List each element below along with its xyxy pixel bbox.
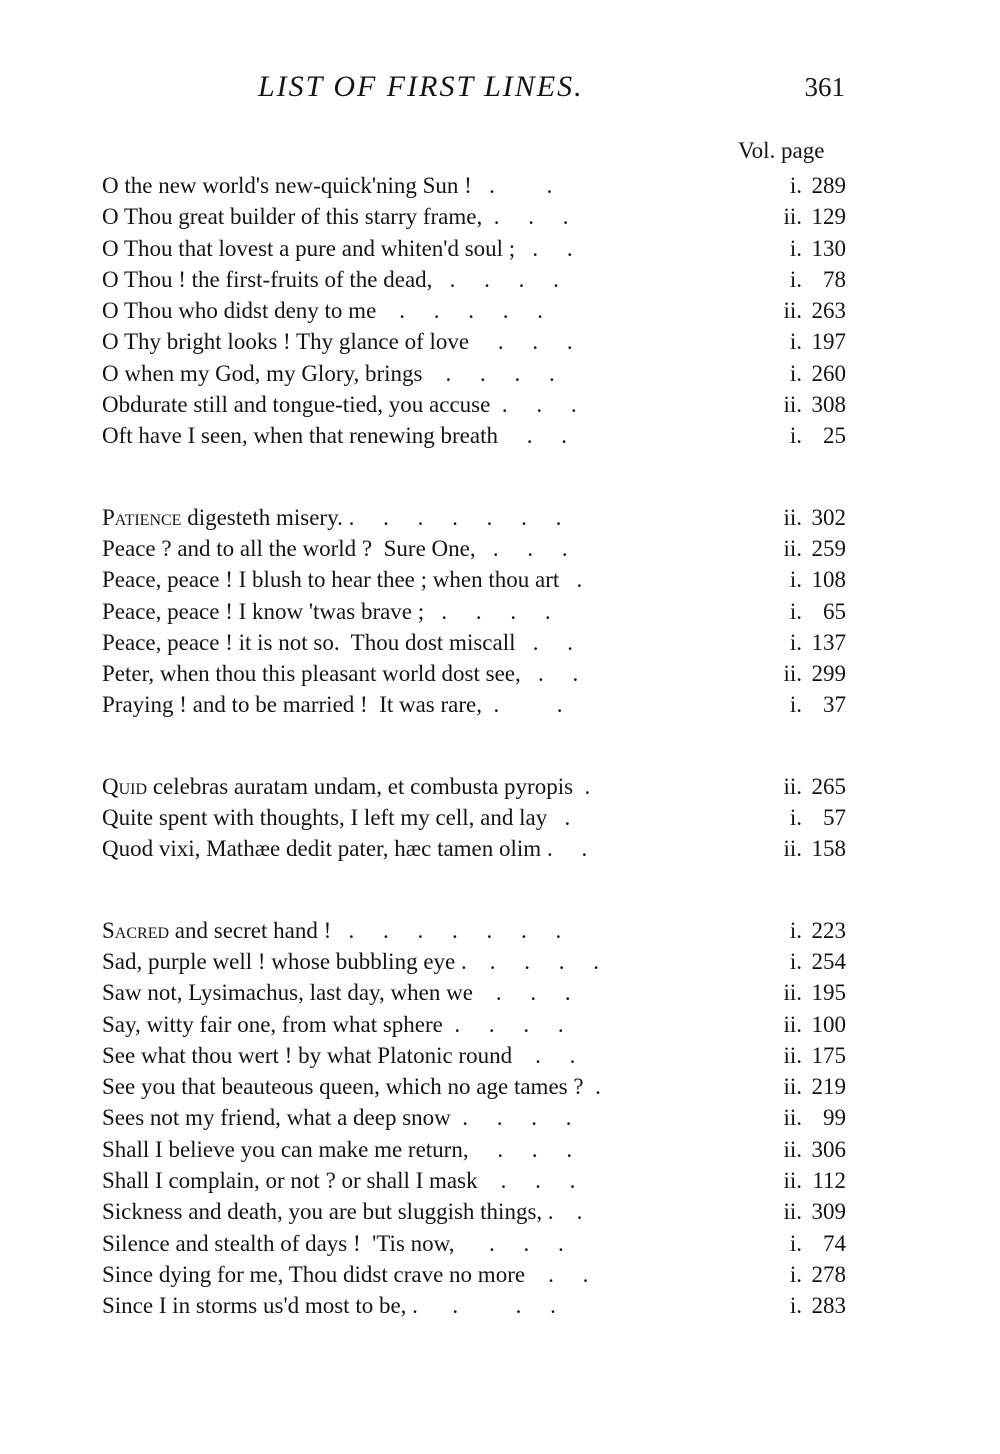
volume-number: ii. [783,204,802,230]
page-header [0,70,1000,110]
page-ref: 289 [811,173,846,198]
first-line-text [102,1290,556,1321]
volume-number: i. [789,423,802,449]
list-item [100,946,860,977]
volume-number: ii. [783,1105,802,1131]
line-text: digesteth misery. . . . . . . . [181,504,562,530]
page-ref: 306 [811,1136,846,1162]
list-item [100,596,860,627]
first-line-text [102,946,599,977]
page-ref: 57 [823,805,846,831]
first-line-text [102,977,571,1008]
first-line-text [102,564,582,595]
list-item [100,1071,860,1102]
list-item [100,326,860,357]
volume-number: i. [789,567,802,593]
first-line-text [102,1228,564,1259]
volume-number: ii. [783,1168,802,1194]
line-text: O Thou that lovest a pure and whiten'd soul ; . . [102,235,573,261]
initial-word: Patience [102,504,182,530]
first-line-text [102,1040,575,1071]
page-ref: 78 [823,266,846,292]
line-text: Oft have I seen, when that renewing breath . . [102,423,567,449]
line-text: Silence and stealth of days ! 'Tis now, . . . [102,1230,564,1256]
line-text: Sees not my friend, what a deep snow . . . . [102,1105,572,1131]
volume-number: ii. [783,298,802,324]
first-line-text [102,1102,572,1133]
first-line-text [102,689,563,720]
list-item [100,564,860,595]
first-line-text [102,802,570,833]
page-ref: 309 [811,1199,846,1225]
page-ref: 197 [811,329,846,355]
volume-number: i. [789,692,802,718]
list-item [100,977,860,1008]
line-text: O when my God, my Glory, brings . . . . [102,360,555,386]
line-text: Quite spent with thoughts, I left my cell, and lay . [102,805,571,831]
volume-number: ii. [783,980,802,1006]
volume-number: i. [789,598,802,624]
line-text: Sad, purple well ! whose bubbling eye . . . . . [102,948,599,974]
volume-number: i. [789,1261,802,1287]
page-ref: 112 [812,1168,846,1194]
list-item [100,627,860,658]
list-item [100,201,860,232]
volume-number: ii. [783,392,802,418]
line-text: O Thou who didst deny to me . . . . . [102,298,544,324]
list-item [100,1228,860,1259]
page-ref: 130 [811,235,846,261]
volume-number: i. [789,1293,802,1319]
line-text: O Thou great builder of this starry frame, . . . [102,204,569,230]
volume-number: i. [789,805,802,831]
page-ref: 278 [811,1261,846,1287]
page-ref: 259 [811,535,846,561]
volume-number: i. [789,917,802,943]
line-text: Say, witty fair one, from what sphere . . . . [102,1011,564,1037]
line-text: Peace, peace ! it is not so. Thou dost miscall . . [102,629,573,655]
volume-number: ii. [783,1042,802,1068]
page-ref: 137 [811,629,846,655]
volume-number: ii. [783,773,802,799]
letter-section [100,502,860,721]
first-line-text [102,233,573,264]
volume-number: ii. [783,1011,802,1037]
page-ref: 129 [811,204,846,230]
volume-number: i. [789,1230,802,1256]
first-line-text [102,1071,601,1102]
page-ref: 100 [811,1011,846,1037]
first-line-text [102,1259,588,1290]
line-text: O Thy bright looks ! Thy glance of love . . . [102,329,573,355]
list-item [100,358,860,389]
page-ref: 260 [811,360,846,386]
list-item [100,389,860,420]
page-ref: 158 [811,836,846,862]
volume-number: i. [789,266,802,292]
volume-number: ii. [783,661,802,687]
line-text: and secret hand ! . . . . . . . [169,917,562,943]
line-text: O the new world's new-quick'ning Sun ! . . [102,173,553,198]
list-item [100,233,860,264]
page-ref: 299 [811,661,846,687]
page-ref: 74 [823,1230,846,1256]
page-ref: 223 [811,917,846,943]
page-ref: 99 [823,1105,846,1131]
line-text: Peace, peace ! I know 'twas brave ; . . . . [102,598,551,624]
list-item [100,689,860,720]
first-line-text [102,1009,564,1040]
volume-number: ii. [783,836,802,862]
first-line-text [102,915,561,946]
page-ref: 263 [811,298,846,324]
volume-number: ii. [783,1199,802,1225]
list-item [100,1165,860,1196]
page-ref: 302 [811,504,846,530]
volume-number: ii. [783,1074,802,1100]
list-item [100,533,860,564]
list-item [100,1009,860,1040]
first-line-text [102,1134,572,1165]
first-line-text [102,420,567,451]
list-item [100,771,860,802]
first-line-text [102,264,559,295]
list-item [100,264,860,295]
line-text: Sickness and death, you are but sluggish things, . . [102,1199,583,1225]
line-text: Peter, when thou this pleasant world dost see, . . [102,661,579,687]
page-ref: 283 [811,1293,846,1319]
first-line-text [102,1165,575,1196]
list-item [100,502,860,533]
list-item [100,1259,860,1290]
list-item [100,1290,860,1321]
page-ref: 175 [811,1042,846,1068]
first-line-text [102,1196,582,1227]
page-ref: 195 [811,980,846,1006]
first-lines-list [100,170,860,1372]
list-item [100,295,860,326]
initial-word: Sacred [102,917,170,943]
first-line-text [102,170,552,201]
line-text: Shall I believe you can make me return, . . . [102,1136,573,1162]
volume-number: i. [789,948,802,974]
page-ref: 25 [823,423,846,449]
line-text: celebras auratam undam, et combusta pyropis . [147,773,591,799]
list-item [100,1196,860,1227]
line-text: See you that beauteous queen, which no age tames ? . [102,1074,601,1100]
line-text: Since dying for me, Thou didst crave no more . . [102,1261,589,1287]
page-ref: 265 [811,773,846,799]
first-line-text [102,389,577,420]
running-title: LIST OF FIRST LINES. [258,70,584,103]
letter-section [100,915,860,1322]
list-item [100,170,860,201]
page-ref: 108 [811,567,846,593]
line-text: See what thou wert ! by what Platonic round . . [102,1042,576,1068]
volume-number: i. [789,360,802,386]
line-text: Obdurate still and tongue-tied, you accuse . . . [102,392,577,418]
list-item [100,1040,860,1071]
page-ref: 37 [823,692,846,718]
first-line-text [102,358,555,389]
line-text: Shall I complain, or not ? or shall I mask . . . [102,1168,576,1194]
initial-word: Quid [102,773,148,799]
volume-number: ii. [783,1136,802,1162]
first-line-text [102,627,573,658]
line-text: Since I in storms us'd most to be, . . . . [102,1293,556,1319]
list-item [100,833,860,864]
line-text: Saw not, Lysimachus, last day, when we . . . [102,980,571,1006]
list-item [100,802,860,833]
list-item [100,658,860,689]
page-ref: 65 [823,598,846,624]
letter-section [100,170,860,452]
letter-section [100,771,860,865]
list-item [100,915,860,946]
first-line-text [102,658,578,689]
line-text: O Thou ! the first-fruits of the dead, . . . . [102,266,559,292]
page-ref: 308 [811,392,846,418]
first-line-text [102,833,587,864]
first-line-text [102,201,569,232]
volume-number: i. [789,235,802,261]
first-line-text [102,596,551,627]
line-text: Praying ! and to be married ! It was rare, . . [102,692,563,718]
list-item [100,420,860,451]
page-ref: 219 [811,1074,846,1100]
line-text: Quod vixi, Mathæe dedit pater, hæc tamen olim . . [102,836,588,862]
first-line-text [102,502,561,533]
first-line-text [102,295,543,326]
volume-number: i. [789,329,802,355]
volume-number: ii. [783,504,802,530]
list-item [100,1134,860,1165]
list-item [100,1102,860,1133]
first-line-text [102,533,568,564]
column-header: Vol. page [738,138,825,163]
first-line-text [102,326,573,357]
page-ref: 254 [811,948,846,974]
line-text: Peace, peace ! I blush to hear thee ; when thou art . [102,567,583,593]
line-text: Peace ? and to all the world ? Sure One, . . . [102,535,568,561]
volume-number: i. [789,629,802,655]
volume-number: i. [789,173,802,198]
volume-number: ii. [783,535,802,561]
page-number: 361 [804,72,845,102]
first-line-text [102,771,590,802]
